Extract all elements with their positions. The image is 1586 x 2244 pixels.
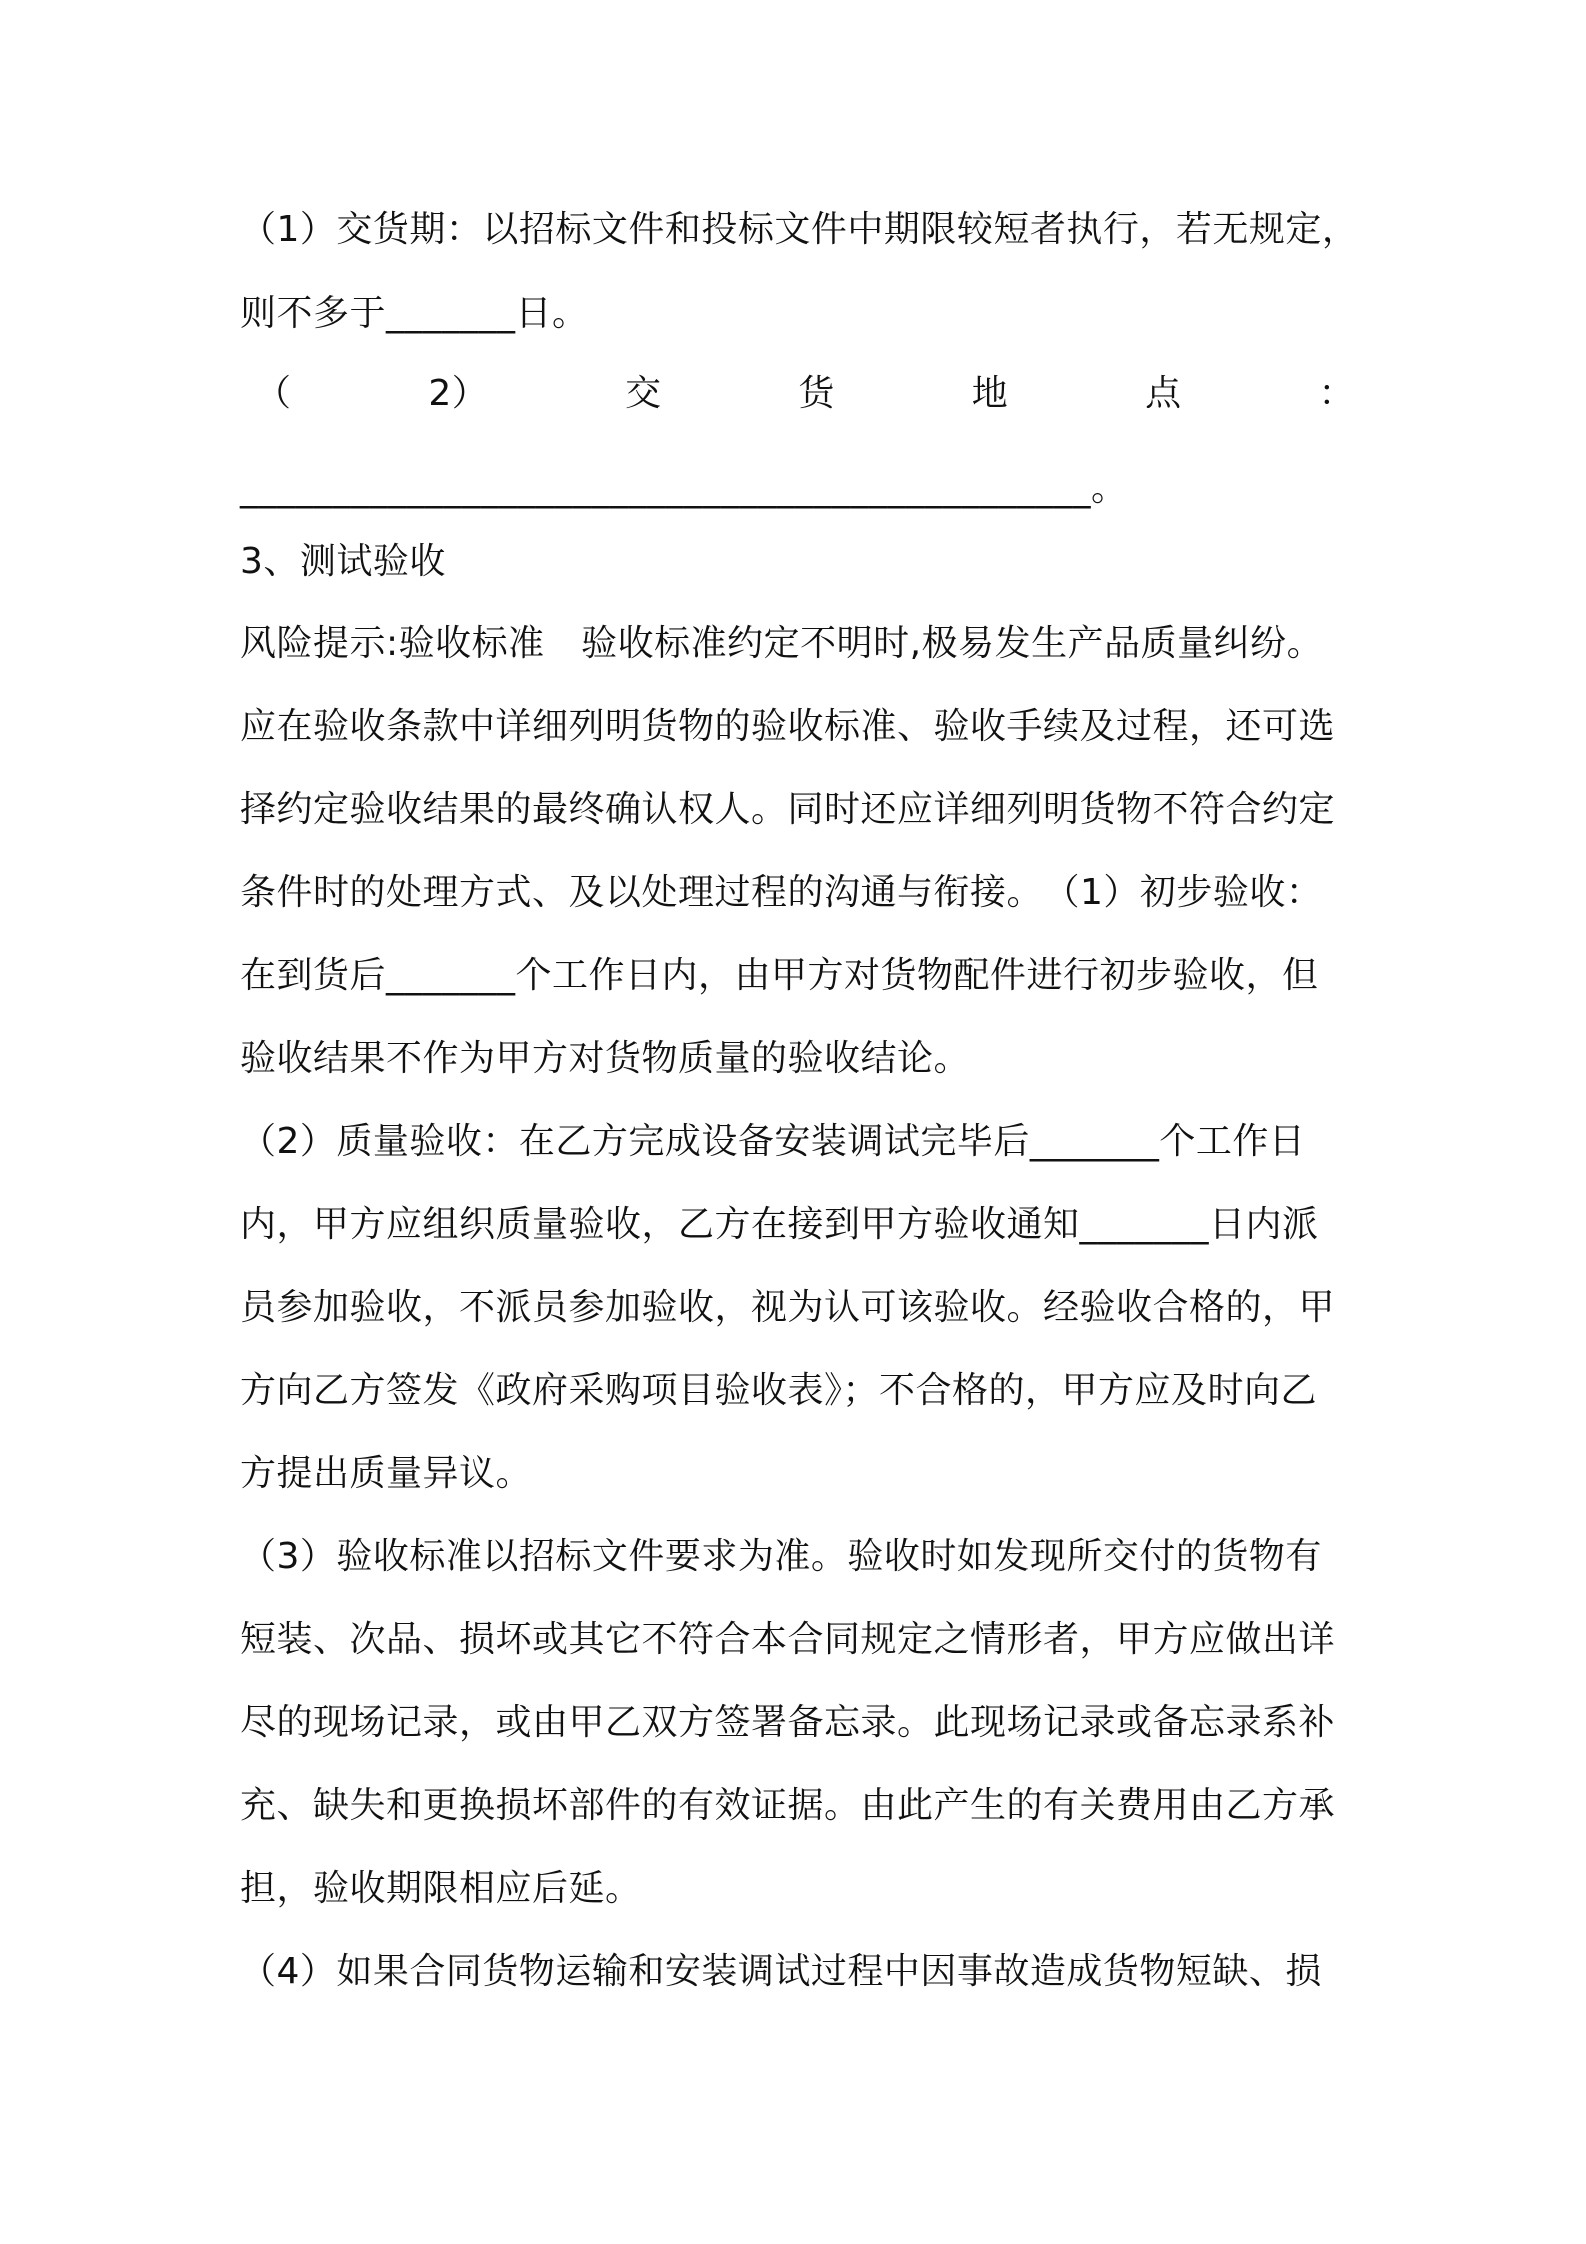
text-line-14: 员参加验收，不派员参加验收，视为认可该验收。经验收合格的，甲 [240, 1287, 1336, 1328]
text-line-3-part: （ [255, 373, 292, 414]
text-line-21: 担，验收期限相应后延。 [240, 1868, 642, 1909]
text-line-13: 内，甲方应组织质量验收，乙方在接到甲方验收通知_______日内派 [240, 1204, 1319, 1245]
text-line-15: 方向乙方签发《政府采购项目验收表》；不合格的，甲方应及时向乙 [240, 1370, 1318, 1411]
text-line-10: 在到货后_______个工作日内，由甲方对货物配件进行初步验收，但 [240, 955, 1319, 996]
section-heading: 3、测试验收 [240, 541, 446, 582]
text-line-16: 方提出质量异议。 [240, 1453, 533, 1494]
text-line-7: 应在验收条款中详细列明货物的验收标准、验收手续及过程，还可选 [240, 706, 1336, 747]
text-line-19: 尽的现场记录，或由甲乙双方签署备忘录。此现场记录或备忘录系补 [240, 1702, 1336, 1743]
text-line-1: （1）交货期：以招标文件和投标文件中期限较短者执行，若无规定， [240, 209, 1359, 250]
text-line-18: 短装、次品、损坏或其它不符合本合同规定之情形者，甲方应做出详 [240, 1619, 1336, 1660]
text-line-22: （4）如果合同货物运输和安装调试过程中因事故造成货物短缺、损 [240, 1951, 1322, 1992]
text-line-3-part: 2） [428, 373, 489, 414]
text-line-8: 择约定验收结果的最终确认权人。同时还应详细列明货物不符合约定 [240, 789, 1336, 830]
text-line-6: 风险提示:验收标准 验收标准约定不明时,极易发生产品质量纠纷。 [240, 623, 1324, 664]
text-line-11: 验收结果不作为甲方对货物质量的验收结论。 [240, 1038, 971, 1079]
text-line-9: 条件时的处理方式、及以处理过程的沟通与衔接。 （1）初步验收： [240, 872, 1323, 913]
text-line-3-part: 点 [1145, 373, 1182, 414]
text-line-3-part: 交 [625, 373, 662, 414]
text-line-17: （3）验收标准以招标文件要求为准。验收时如发现所交付的货物有 [240, 1536, 1322, 1577]
text-line-3-part: ： [1318, 373, 1355, 414]
text-line-12: （2）质量验收：在乙方完成设备安装调试完毕后_______个工作日 [240, 1121, 1306, 1162]
text-line-20: 充、缺失和更换损坏部件的有效证据。由此产生的有关费用由乙方承 [240, 1785, 1336, 1826]
text-line-3-part: 货 [798, 373, 835, 414]
text-line-3-part: 地 [971, 373, 1009, 414]
text-line-4: ______________________________________________。 [240, 468, 1128, 509]
text-line-2: 则不多于_______日。 [240, 293, 589, 334]
text-line-3 [255, 370, 1355, 418]
